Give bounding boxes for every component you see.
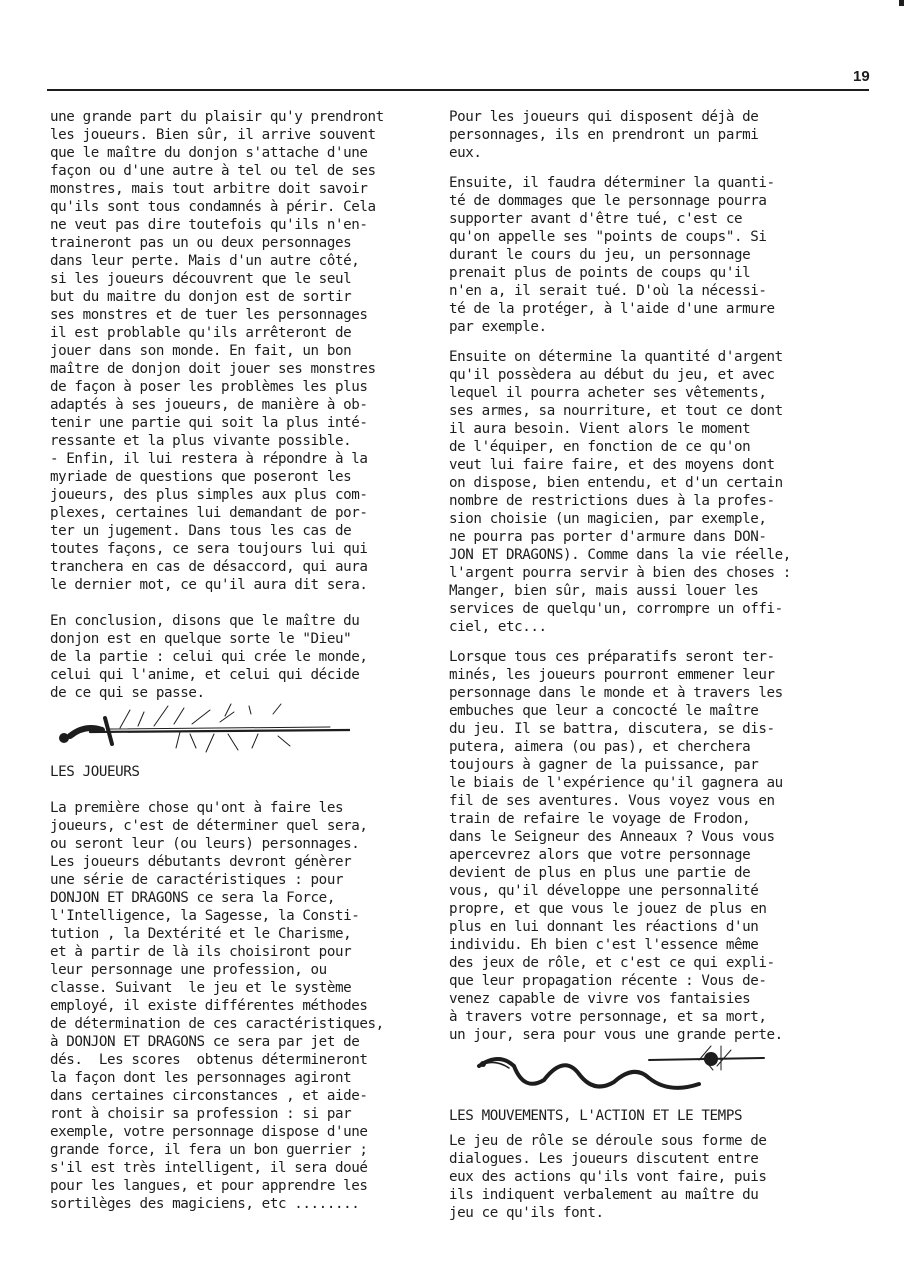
text-line: grande force, il fera un bon guerrier ; [50, 1142, 368, 1158]
text-line: maître de donjon doit jouer ses monstres [50, 361, 376, 377]
text-line: tution , la Dextérité et le Charisme, [50, 926, 352, 942]
header-rule [47, 89, 869, 91]
text-line: dans certaines circonstances , et aide- [50, 1088, 368, 1104]
text-line: on dispose, bien entendu, et d'un certain [449, 475, 783, 491]
text-line: un jour, sera pour vous une grande perte. [449, 1027, 783, 1043]
text-line: ne veut pas dire toutefois qu'ils n'en- [50, 217, 368, 233]
text-line: prenait plus de points de coups qu'il [449, 265, 751, 281]
text-line: l'Intelligence, la Sagesse, la Consti- [50, 908, 360, 924]
text-line: de détermination de ces caractéristiques, [50, 1016, 384, 1032]
text-line: minés, les joueurs pourront emmener leur [449, 667, 775, 683]
text-line: toujours à gagner de la puissance, par [449, 757, 759, 773]
section-heading-joueurs: LES JOUEURS [50, 764, 140, 780]
text-line: embuches que leur a concocté le maître [449, 703, 759, 719]
text-line: personnages, ils en prendront un parmi [449, 127, 759, 143]
text-line: s'il est très intelligent, il sera doué [50, 1160, 368, 1176]
text-line: et à partir de là ils choisiront pour [50, 944, 352, 960]
text-line: de la partie : celui qui crée le monde, [50, 649, 368, 665]
text-line: Les joueurs débutants devront génèrer [50, 854, 352, 870]
text-line: apercevrez alors que votre personnage [449, 847, 751, 863]
text-line: la façon dont les personnages agiront [50, 1070, 352, 1086]
text-line: durant le cours du jeu, un personnage [449, 247, 751, 263]
text-line: toutes façons, ce sera toujours lui qui [50, 541, 368, 557]
text-line: JON ET DRAGONS). Comme dans la vie réelle, [449, 547, 791, 563]
text-line: exemple, votre personnage dispose d'une [50, 1124, 368, 1140]
text-line: l'argent pourra servir à bien des choses : [449, 565, 791, 581]
text-line: il aura besoin. Vient alors le moment [449, 421, 751, 437]
text-line: pour les langues, et pour apprendre les [50, 1178, 368, 1194]
text-line: monstres, mais tout arbitre doit savoir [50, 181, 368, 197]
money-paragraph [449, 348, 827, 636]
text-line: Pour les joueurs qui disposent déjà de [449, 109, 759, 125]
text-line: tenir une partie qui soit la plus inté- [50, 415, 368, 431]
text-line: plus en lui donnant les réactions d'un [449, 919, 759, 935]
dialogue-paragraph [449, 1132, 827, 1222]
text-line: devient de plus en plus une partie de [449, 865, 751, 881]
text-line: - Enfin, il lui restera à répondre à la [50, 451, 368, 467]
text-line: ressante et la plus vivante possible. [50, 433, 352, 449]
text-line: il est problable qu'ils arrêteront de [50, 325, 352, 341]
text-line: adaptés à ses joueurs, de manière à ob- [50, 397, 368, 413]
text-line: eux. [449, 145, 482, 161]
text-line: qu'il possèdera au début du jeu, et avec [449, 367, 775, 383]
text-line: classe. Suivant le jeu et le système [50, 980, 352, 996]
text-line: La première chose qu'ont à faire les [50, 800, 344, 816]
text-line: que le maître du donjon s'attache d'une [50, 145, 368, 161]
intro-paragraph [50, 108, 428, 594]
corner-registration-mark [899, 0, 904, 6]
text-line: nombre de restrictions dues à la profes- [449, 493, 775, 509]
text-line: En conclusion, disons que le maître du [50, 613, 360, 629]
text-line: jouer dans son monde. En fait, un bon [50, 343, 352, 359]
text-line: lequel il pourra acheter ses vêtements, [449, 385, 767, 401]
text-line: de façon à poser les problèmes les plus [50, 379, 368, 395]
text-line: de ce qui se passe. [50, 685, 205, 701]
text-line: ne pourra pas porter d'armure dans DON- [449, 529, 767, 545]
text-line: veut lui faire faire, et des moyens dont [449, 457, 775, 473]
text-line: putera, aimera (ou pas), et cherchera [449, 739, 751, 755]
text-line: supporter avant d'être tué, c'est ce [449, 211, 743, 227]
text-line: jeu ce qu'ils font. [449, 1205, 604, 1221]
text-line: traineront pas un ou deux personnages [50, 235, 352, 251]
text-line: Ensuite on détermine la quantité d'argent [449, 349, 783, 365]
text-line: dialogues. Les joueurs discutent entre [449, 1151, 759, 1167]
text-line: n'en a, il serait tué. D'où la nécessi- [449, 283, 767, 299]
text-line: vous, qu'il développe une personnalité [449, 883, 759, 899]
text-line: les joueurs. Bien sûr, il arrive souvent [50, 127, 376, 143]
text-line: té de dommages que le personnage pourra [449, 193, 767, 209]
text-line: celui qui l'anime, et celui qui décide [50, 667, 360, 683]
text-line: myriade de questions que poseront les [50, 469, 352, 485]
text-line: leur personnage une profession, ou [50, 962, 327, 978]
text-line: plexes, certaines lui demandant de por- [50, 505, 368, 521]
hit-points-paragraph [449, 174, 827, 336]
text-line: sortilèges des magiciens, etc ........ [50, 1196, 360, 1212]
text-line: ciel, etc... [449, 619, 547, 635]
text-line: façon ou d'une autre à tel ou tel de ses [50, 163, 376, 179]
text-line: si les joueurs découvrent que le seul [50, 271, 352, 287]
joueurs-paragraph [50, 799, 428, 1213]
serpent-illustration [469, 1044, 769, 1100]
text-line: services de quelqu'un, corrompre un offi- [449, 601, 783, 617]
text-line: employé, il existe différentes méthodes [50, 998, 368, 1014]
conclusion-paragraph [50, 612, 428, 702]
text-line: joueurs, des plus simples aux plus com- [50, 487, 368, 503]
text-line: train de refaire le voyage de Frodon, [449, 811, 751, 827]
text-line: eux des actions qu'ils vont faire, puis [449, 1169, 767, 1185]
text-line: une série de caractéristiques : pour [50, 872, 344, 888]
text-line: dés. Les scores obtenus détermineront [50, 1052, 368, 1068]
text-line: propre, et que vous le jouez de plus en [449, 901, 767, 917]
text-line: tranchera en cas de désaccord, qui aura [50, 559, 368, 575]
text-line: du jeu. Il se battra, discutera, se dis- [449, 721, 775, 737]
text-line: DONJON ET DRAGONS ce sera la Force, [50, 890, 335, 906]
text-line: qu'on appelle ses "points de coups". Si [449, 229, 767, 245]
left-column [50, 108, 428, 1213]
text-line: ses monstres et de tuer les personnages [50, 307, 368, 323]
text-line: Lorsque tous ces préparatifs seront ter- [449, 649, 775, 665]
text-line: des jeux de rôle, et c'est ce qui expli- [449, 955, 775, 971]
existing-characters-paragraph [449, 108, 827, 162]
text-line: le dernier mot, ce qu'il aura dit sera. [50, 577, 368, 593]
text-line: but du maitre du donjon est de sortir [50, 289, 352, 305]
text-line: té de la protéger, à l'aide d'une armure [449, 301, 775, 317]
text-line: donjon est en quelque sorte le "Dieu" [50, 631, 352, 647]
section-heading-mouvements: LES MOUVEMENTS, L'ACTION ET LE TEMPS [449, 1108, 743, 1124]
right-column [449, 108, 827, 1222]
text-line: de l'équiper, en fonction de ce qu'on [449, 439, 751, 455]
page-number: 19 [853, 68, 870, 85]
adventure-paragraph [449, 648, 827, 1044]
sword-illustration [50, 702, 350, 756]
text-line: dans le Seigneur des Anneaux ? Vous vous [449, 829, 775, 845]
text-line: venez capable de vivre vos fantaisies [449, 991, 751, 1007]
text-line: Manger, bien sûr, mais aussi louer les [449, 583, 759, 599]
text-line: Le jeu de rôle se déroule sous forme de [449, 1133, 767, 1149]
text-line: joueurs, c'est de déterminer quel sera, [50, 818, 368, 834]
text-line: qu'ils sont tous condamnés à périr. Cela [50, 199, 376, 215]
text-line: le biais de l'expérience qu'il gagnera au [449, 775, 783, 791]
text-line: que leur propagation récente : Vous de- [449, 973, 767, 989]
text-line: fil de ses aventures. Vous voyez vous en [449, 793, 775, 809]
text-line: ront à choisir sa profession : si par [50, 1106, 352, 1122]
text-line: une grande part du plaisir qu'y prendront [50, 109, 384, 125]
text-line: sion choisie (un magicien, par exemple, [449, 511, 767, 527]
text-line: ou seront leur (ou leurs) personnages. [50, 836, 360, 852]
text-line: ter un jugement. Dans tous les cas de [50, 523, 352, 539]
text-line: individu. Eh bien c'est l'essence même [449, 937, 759, 953]
text-line: ses armes, sa nourriture, et tout ce dont [449, 403, 783, 419]
text-line: ils indiquent verbalement au maître du [449, 1187, 759, 1203]
text-line: Ensuite, il faudra déterminer la quanti- [449, 175, 775, 191]
text-line: à travers votre personnage, et sa mort, [449, 1009, 767, 1025]
text-line: par exemple. [449, 319, 547, 335]
text-line: personnage dans le monde et à travers les [449, 685, 783, 701]
text-line: à DONJON ET DRAGONS ce sera par jet de [50, 1034, 360, 1050]
text-line: dans leur perte. Mais d'un autre côté, [50, 253, 360, 269]
